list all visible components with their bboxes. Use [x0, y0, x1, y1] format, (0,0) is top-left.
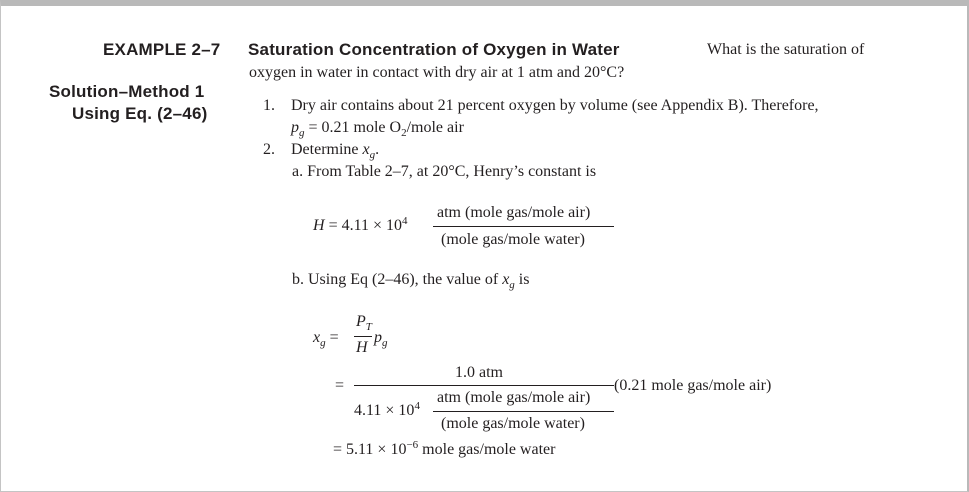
- big-denominator-coefficient: [354, 402, 420, 420]
- step-2a-text: a. From Table 2–7, at 20°C, Henry’s constant is: [292, 163, 597, 180]
- inner-denominator: (mole gas/mole water): [441, 415, 585, 432]
- xg-variable: x: [362, 141, 370, 158]
- step-1-text: Dry air contains about 21 percent oxygen by volume (see Appendix B). Therefore,: [291, 97, 819, 114]
- calc-equals-2: =: [335, 377, 345, 394]
- henry-variable: H: [313, 217, 325, 234]
- xg-subscript-b: g: [509, 279, 515, 291]
- calc-equals-1: =: [329, 329, 339, 346]
- example-title: Saturation Concentration of Oxygen in Water: [248, 40, 620, 59]
- step-1-equation: [291, 119, 464, 137]
- example-label: EXAMPLE 2–7: [103, 40, 221, 59]
- calc-lhs-variable: x: [313, 329, 321, 346]
- result-value: = 5.11 × 10: [333, 441, 407, 458]
- solution-subheading: Using Eq. (2–46): [72, 104, 208, 123]
- step-2b-label: b. Using Eq (2–46), the value of: [292, 271, 499, 288]
- inner-fraction-bar: [433, 411, 614, 412]
- question-line-2: oxygen in water in contact with dry air at 1 atm and 20°C?: [249, 64, 625, 81]
- calc-lhs-subscript: g: [320, 337, 326, 349]
- step-2b-tail: is: [518, 271, 530, 288]
- pg-factor: [374, 329, 388, 347]
- henry-fraction-bar: [433, 226, 614, 227]
- calc-lhs: [313, 329, 339, 347]
- pt-variable: P: [356, 313, 366, 330]
- den-coefficient: 4.11 × 10: [354, 402, 415, 419]
- step-1-number: 1.: [263, 97, 275, 114]
- xg-variable-b: x: [502, 271, 510, 288]
- result: [333, 441, 555, 459]
- step-1-eq-tail: /mole air: [406, 119, 464, 136]
- result-exponent: −6: [406, 439, 419, 451]
- step-2-number: 2.: [263, 141, 275, 158]
- pg-subscript: g: [299, 127, 305, 139]
- step-2-period: .: [375, 141, 380, 158]
- henry-denominator: (mole gas/mole water): [441, 231, 585, 248]
- step-2b-text: [292, 271, 529, 289]
- den-exponent: 4: [414, 400, 420, 412]
- henry-exponent: 4: [402, 215, 408, 227]
- o2-subscript: 2: [401, 127, 407, 139]
- henry-numerator: atm (mole gas/mole air): [437, 204, 591, 221]
- pt-numerator: [356, 313, 372, 331]
- pt-h-fraction-bar: [354, 336, 372, 337]
- question-line-1: What is the saturation of: [707, 41, 865, 58]
- pt-subscript: T: [365, 321, 372, 333]
- h-variable: H: [356, 339, 368, 356]
- pg-factor-variable: p: [374, 329, 382, 346]
- step-2-text: [291, 141, 379, 159]
- pg-factor-subscript: g: [382, 337, 388, 349]
- big-numerator: 1.0 atm: [455, 364, 503, 381]
- henry-lhs: [313, 217, 408, 235]
- big-fraction-bar: [354, 385, 614, 386]
- h-denominator: [356, 339, 368, 357]
- solution-heading: Solution–Method 1: [49, 82, 205, 101]
- result-units: mole gas/mole water: [422, 441, 556, 458]
- multiplier: (0.21 mole gas/mole air): [614, 377, 772, 394]
- inner-numerator: atm (mole gas/mole air): [437, 389, 591, 406]
- step-1-eq-value: = 0.21 mole O: [308, 119, 402, 136]
- henry-coefficient: = 4.11 × 10: [328, 217, 403, 234]
- step-2-label: Determine: [291, 141, 359, 158]
- pg-variable: p: [291, 119, 299, 136]
- xg-subscript: g: [369, 149, 376, 161]
